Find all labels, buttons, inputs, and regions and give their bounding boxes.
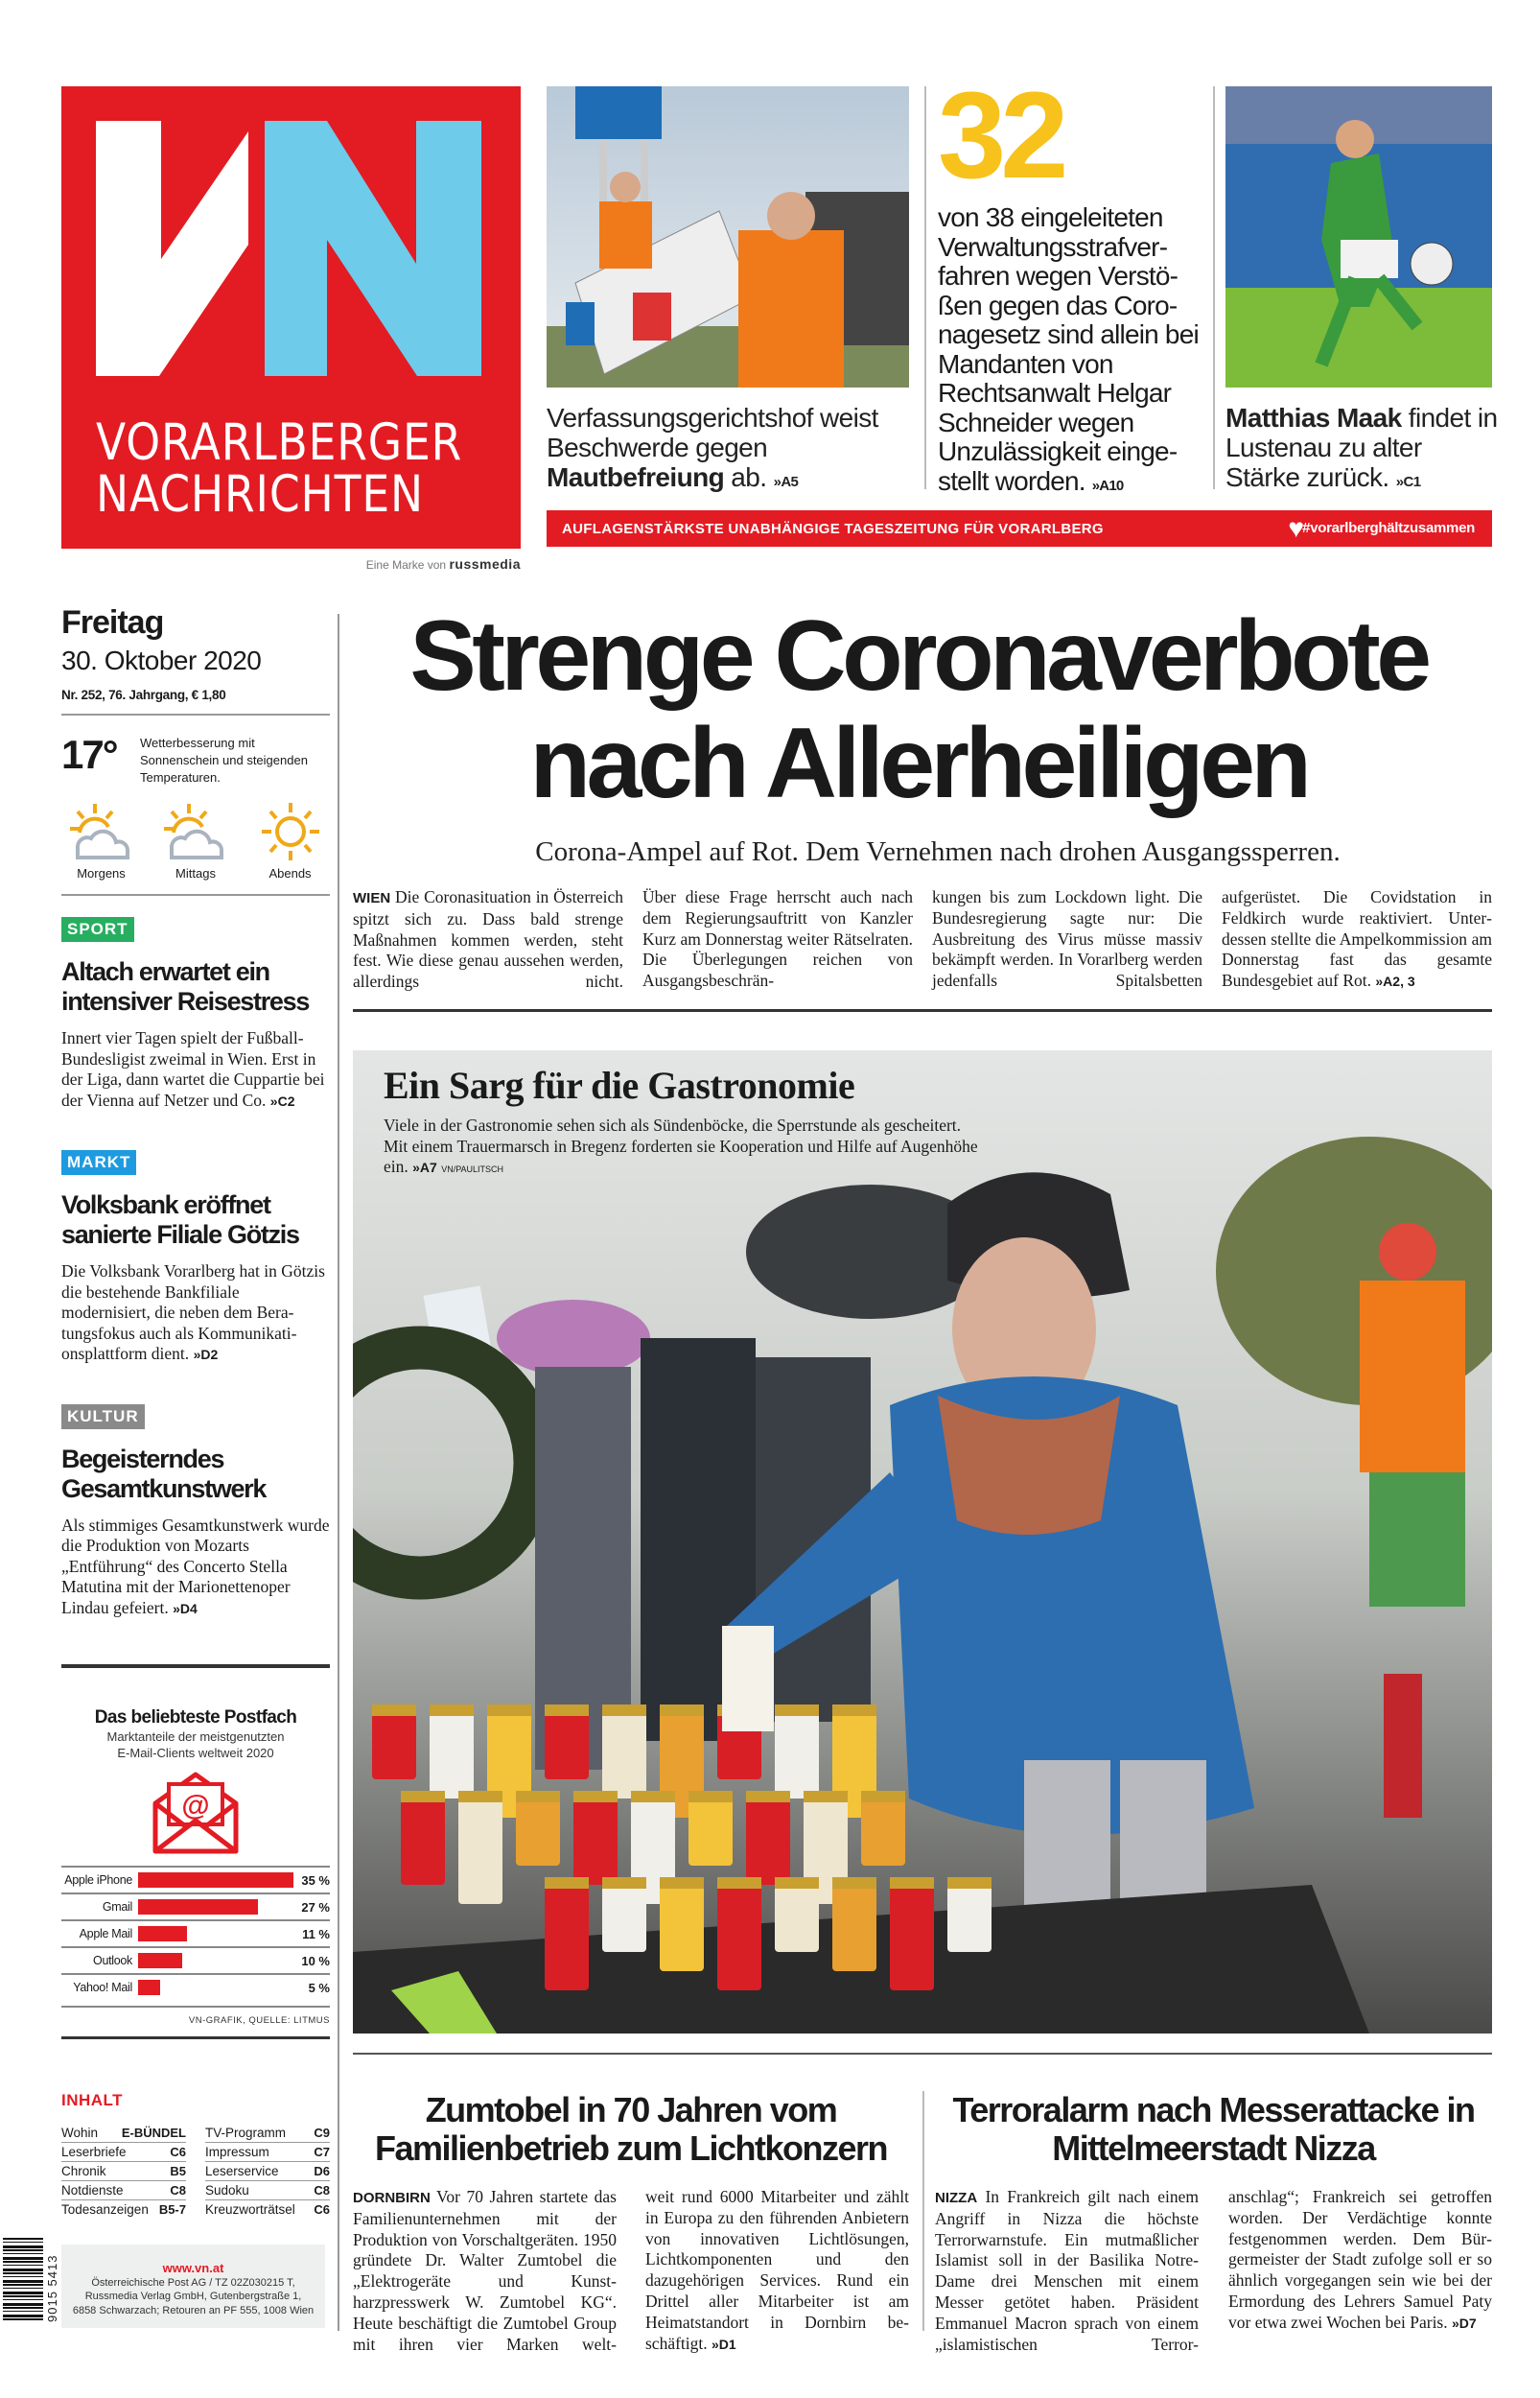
category-label: Apple Mail <box>79 1927 132 1940</box>
contents-label: Impressum <box>205 2145 269 2159</box>
bar-track <box>138 1899 293 1915</box>
candle-lid <box>602 1877 646 1889</box>
chart-source: VN-GRAFIK, QUELLE: LITMUS <box>61 2006 330 2026</box>
chart-title: Das beliebteste Postfach <box>94 1707 297 1728</box>
teaser-text: Verfassungsgerichtshof weist Beschwerde gegen <box>547 403 878 462</box>
weather <box>61 732 330 787</box>
forecast-morgens <box>65 802 137 881</box>
candle-lid <box>775 1877 819 1889</box>
candle <box>516 1798 560 1866</box>
candle <box>660 1885 704 1971</box>
candle <box>861 1798 905 1866</box>
article-headline[interactable]: Zumtobel in 70 Jahren vom Familienbetrieb zum Lichtkonzern <box>374 2090 888 2168</box>
bar-track <box>138 1926 293 1941</box>
contents-label: Todesanzeigen <box>61 2202 149 2217</box>
column-text: Vor 70 Jahren startete das Familienunternehmen mit der Produktion von Vorschaltgeräten. 1950 gründete Dr. Walter Zumtobel die „Elektrogeräte und Kunstharzpresswerk W. Zumtobel KG“. Heute beschäftigt die Zumtobel Group mit ihren vier Marken welt- <box>353 2187 617 2354</box>
candle-lid <box>602 1704 646 1716</box>
candle-lid <box>430 1704 474 1716</box>
slogan-banner <box>547 510 1492 547</box>
article-column <box>353 887 623 993</box>
candle <box>430 1712 474 1798</box>
column-text: kungen bis zum Lockdown light. Die Bundesregierung sagte nur: Die Ausbreitung des Virus müsse massiv bekämpft werden. In Vorarlberg werden jedenfalls Spitalsbetten <box>932 887 1202 991</box>
logo-name-line1: VORARLBERGER <box>96 413 463 472</box>
teaser-text: findet in Lustenau zu alter Stärke zurück. <box>1225 403 1498 492</box>
contents-page: E-BÜNDEL <box>121 2126 186 2140</box>
page-ref[interactable]: »D4 <box>173 1600 198 1616</box>
contents-label: TV-Programm <box>205 2126 287 2140</box>
side-story-sport[interactable] <box>61 917 330 1112</box>
website-link[interactable]: www.vn.at <box>162 2261 224 2275</box>
weekday: Freitag <box>61 604 164 641</box>
imprint-line: Russmedia Verlag GmbH, Gutenbergstraße 1, <box>84 2291 302 2302</box>
side-body: Innert vier Tagen spielt der Fußball-Bundesligist zweimal in Wien. Erst in der Liga, dann wartet die Cuppartie bei der Vienna auf Netzer und Co. <box>61 1028 325 1110</box>
dateline: DORNBIRN <box>353 2190 431 2206</box>
chart-row <box>61 1946 330 1973</box>
email-at-icon <box>61 1769 330 1860</box>
teaser-bold: Mautbefreiung <box>547 462 725 492</box>
category-label: Gmail <box>102 1900 132 1914</box>
forecast-abends <box>254 802 326 881</box>
forecast-label: Abends <box>268 866 312 881</box>
toll-sign-photo[interactable] <box>547 86 909 388</box>
candle-lid <box>746 1791 790 1802</box>
candle-lid <box>861 1791 905 1802</box>
contents-item[interactable] <box>61 2162 186 2181</box>
article-column <box>935 2187 1199 2355</box>
bar <box>138 1926 187 1941</box>
chart-subtitle: Marktanteile der meistgenutzten E-Mail-Clients weltweit 2020 <box>106 1729 285 1760</box>
candle <box>602 1712 646 1798</box>
chart-row <box>61 1866 330 1893</box>
side-headline: Volksbank eröffnet sanierte Filiale Götzis <box>61 1190 299 1249</box>
contents-item[interactable] <box>61 2200 186 2219</box>
contents-item[interactable] <box>205 2181 330 2200</box>
divider <box>61 2036 330 2039</box>
bar <box>138 1899 258 1915</box>
side-body: Als stimmiges Gesamtkunstwerk wurde die Produktion von Mozarts „Entführung“ des Concerto Stella Matutina mit der Marionettenoper Lindau gefeiert. <box>61 1515 330 1617</box>
sun-icon <box>257 802 324 861</box>
candle <box>775 1712 819 1798</box>
contents-label: Leserservice <box>205 2164 279 2178</box>
vn-logo[interactable] <box>61 86 521 549</box>
teaser-maak[interactable] <box>1225 403 1499 497</box>
side-headline: Altach erwartet ein intensiver Reisestress <box>61 957 310 1016</box>
candle-lid <box>660 1704 704 1716</box>
photo-caption <box>384 1116 978 1181</box>
candle-lid <box>717 1877 761 1889</box>
imprint-box <box>61 2245 325 2328</box>
candle <box>545 1712 589 1779</box>
page-ref[interactable]: »C1 <box>1395 474 1421 490</box>
contents-page: B5-7 <box>158 2202 186 2217</box>
candle <box>401 1798 445 1885</box>
candle-lid <box>487 1704 531 1716</box>
contents-page: C9 <box>314 2126 330 2140</box>
divider <box>353 1009 1492 1012</box>
contents-page: C6 <box>170 2145 186 2159</box>
section-tag: SPORT <box>61 917 134 942</box>
candle-lid <box>660 1877 704 1889</box>
headline-line: Strenge Coronaverbote <box>409 600 1428 712</box>
page-ref[interactable]: »C2 <box>269 1093 295 1109</box>
column-text: In Frankreich gilt nach einem Angriff in Nizza die höchste Terrorwarnstufe. Ein mutmaßlicher Islamist soll in der Basilika Notre-Dame drei Menschen mit einem Messer getötet haben. Präsident Emmanuel Macron sprach von einem „islamistischen Terror- <box>935 2187 1199 2354</box>
candle <box>602 1885 646 1952</box>
candle-lid <box>947 1877 992 1889</box>
weather-text: Wetterbesserung mit Sonnenschein und steigenden Temperaturen. <box>140 736 308 785</box>
candle-lid <box>832 1704 876 1716</box>
contents-label: Kreuzworträtsel <box>205 2202 295 2217</box>
article-column <box>642 887 913 993</box>
russmedia-logo: russmedia <box>449 556 521 572</box>
contents-page: C7 <box>314 2145 330 2159</box>
category-label: Yahoo! Mail <box>73 1981 132 1994</box>
candle-lid <box>401 1791 445 1802</box>
email-client-chart <box>61 1707 330 2026</box>
divider <box>61 894 330 896</box>
article-column <box>353 2187 617 2355</box>
bar <box>138 1980 160 1995</box>
teaser-bold: Matthias Maak <box>1225 403 1402 433</box>
zumtobel-article <box>353 2091 909 2355</box>
photo-headline[interactable]: Ein Sarg für die Gastronomie <box>384 1064 855 1107</box>
page-ref[interactable]: »D2 <box>193 1347 219 1362</box>
candle <box>890 1885 934 1990</box>
page-ref[interactable]: »A2, 3 <box>1375 974 1415 990</box>
side-body: Die Volksbank Vorarlberg hat in Götzis die bestehende Bankfiliale modernisiert, die neben dem Beratungsfokus auch als Kommunikationsplattform dient. <box>61 1261 325 1363</box>
article-headline[interactable]: Terroralarm nach Messerattacke in Mittelmeerstadt Nizza <box>952 2090 1475 2168</box>
divider <box>353 2053 1492 2055</box>
candle-lid <box>804 1791 848 1802</box>
nizza-article <box>935 2091 1492 2355</box>
teaser-number[interactable] <box>938 203 1206 501</box>
contents-item[interactable] <box>205 2200 330 2219</box>
column-text: anschlag“; Frankreich sei getroffen worden. Der Verdächtige konnte festgenommen werden. Dem Bürgermeister der Stadt zufolge soll er so ähnlich vorgegangen sein wie bei der Ermordung des Lehrers Samuel Paty vor etwa zwei Wochen bei Paris. <box>1228 2187 1492 2332</box>
contents-page: C6 <box>314 2202 330 2217</box>
dateline: NIZZA <box>935 2190 978 2206</box>
caption-text: Viele in der Gastronomie sehen sich als Sündenböcke, die Sperrstunde als gescheitert. Mit einem Trauermarsch in Bregenz forderten sie Kooperation und Hilfe auf Augenhöhe ein. <box>384 1116 978 1176</box>
candle-lid <box>832 1877 876 1889</box>
forecast-label: Mittags <box>175 866 216 881</box>
column-text: Über diese Frage herrscht auch nach dem Regierungsauftritt von Kanzler Kurz am Donnerstag weiter Rätselraten. Die Überlegungen reichen von Ausgangsbeschrän- <box>642 887 913 991</box>
photo-credit: VN/PAULITSCH <box>441 1164 504 1174</box>
candle <box>545 1885 589 1990</box>
side-headline: Begeisterndes Gesamtkunstwerk <box>61 1444 267 1503</box>
column-divider <box>1213 86 1215 489</box>
candle-lid <box>631 1791 675 1802</box>
page-ref[interactable]: »A10 <box>1091 477 1124 494</box>
bar <box>138 1872 293 1888</box>
dateline: WIEN <box>353 890 391 906</box>
divider <box>61 714 330 716</box>
contents-item[interactable] <box>205 2124 330 2143</box>
value-label: 5 % <box>308 1980 330 1995</box>
bar-track <box>138 1872 293 1888</box>
page-ref[interactable]: »D1 <box>712 2336 736 2352</box>
page-ref[interactable]: »D7 <box>1452 2315 1477 2331</box>
candle <box>573 1798 618 1885</box>
section-tag: KULTUR <box>61 1404 145 1429</box>
lead-headline[interactable] <box>345 602 1492 817</box>
forecast-label: Morgens <box>77 866 126 881</box>
candle <box>717 1885 761 1990</box>
side-story-markt[interactable] <box>61 1150 330 1366</box>
divider <box>61 1664 330 1668</box>
column-text: weit rund 6000 Mitarbeiter und zählt in Europa zu den führenden Anbietern von innovativen Lichtlösungen, Lichtkomponenten und den dazugehörigen Services. Rund ein Drittel aller Mitarbeiter ist am Heimatstandort in Dornbirn beschäftigt. <box>645 2187 909 2353</box>
candle-lid <box>545 1877 589 1889</box>
article-column <box>932 887 1202 993</box>
teaser-text: ab. <box>724 462 774 492</box>
heart-icon: ♥ <box>1288 513 1304 543</box>
candle-lid <box>688 1791 733 1802</box>
forecast-mittags <box>160 802 232 881</box>
contents-label: Notdienste <box>61 2183 124 2198</box>
temperature: 17° <box>61 732 117 777</box>
bar-track <box>138 1980 293 1995</box>
page-ref[interactable]: »A7 <box>412 1160 437 1175</box>
imprint-line: 6858 Schwarzach; Retouren an PF 555, 1008 Wien <box>72 2304 315 2316</box>
candle-lid <box>573 1791 618 1802</box>
logo-name-line2: NACHRICHTEN <box>96 465 424 524</box>
article-column <box>645 2187 909 2355</box>
imprint-line: Österreichische Post AG / TZ 02Z030215 T, <box>91 2276 295 2289</box>
candle-lid <box>458 1791 502 1802</box>
candle-lid <box>545 1704 589 1716</box>
candle-protest-photo[interactable] <box>353 1050 1492 2034</box>
candle <box>372 1712 416 1779</box>
chart-row <box>61 1919 330 1946</box>
weather-forecast <box>61 802 330 881</box>
big-number: 32 <box>938 67 1063 204</box>
candle <box>722 1626 774 1731</box>
contents-item[interactable] <box>61 2143 186 2162</box>
table-of-contents <box>61 2091 330 2219</box>
issue-date: 30. Oktober 2020 <box>61 646 262 675</box>
section-tag: MARKT <box>61 1150 136 1175</box>
column-text: Die Coronasituation in Österreich spitzt sich zu. Dass bald strenge Maßnahmen kommen werden, steht fest. Wie diese genau aussehen werden, allerdings nicht. <box>353 887 624 992</box>
teaser-text: von 38 eingeleiteten Verwaltungsstrafverfahren wegen Verstößen gegen das Coronagesetz sind allein bei Mandanten von Rechtsanwalt Helgar Schneider wegen Unzulässigkeit eingestellt worden. <box>938 202 1199 496</box>
candle <box>458 1798 502 1904</box>
teaser-toll[interactable] <box>547 403 911 497</box>
sun-cloud-icon <box>162 802 229 861</box>
contents-label: Sudoku <box>205 2183 249 2198</box>
lead-subtitle: Corona-Ampel auf Rot. Dem Vernehmen nach drohen Ausgangssperren. <box>535 836 1341 867</box>
category-label: Apple iPhone <box>64 1873 132 1887</box>
slogan-text: AUFLAGENSTÄRKSTE UNABHÄNGIGE TAGESZEITUNG FÜR VORARLBERG <box>562 521 1104 537</box>
side-story-kultur[interactable] <box>61 1404 330 1620</box>
chart-row <box>61 1893 330 1919</box>
chart-row <box>61 1973 330 2000</box>
candle-lid <box>775 1704 819 1716</box>
barcode-number: 9015 5413 <box>45 2254 59 2322</box>
candle <box>746 1798 790 1885</box>
brand-prefix: Eine Marke von <box>365 558 447 572</box>
candle <box>775 1885 819 1952</box>
candle <box>947 1885 992 1952</box>
article-column <box>1228 2187 1492 2355</box>
article-column <box>1222 887 1492 993</box>
value-label: 10 % <box>301 1953 330 1968</box>
candle-lid <box>890 1877 934 1889</box>
bar-track <box>138 1953 293 1968</box>
contents-label: Chronik <box>61 2164 106 2178</box>
lead-article <box>353 887 1492 993</box>
football-photo[interactable] <box>1225 86 1492 388</box>
candle <box>832 1885 876 1971</box>
contents-page: C8 <box>314 2183 330 2198</box>
contents-item[interactable] <box>61 2181 186 2200</box>
column-divider <box>922 2091 924 2331</box>
contents-label: Leserbriefe <box>61 2145 127 2159</box>
hashtag[interactable]: #vorarlberghältzusammen <box>1302 520 1475 536</box>
issue-number: Nr. 252, 76. Jahrgang, € 1,80 <box>61 688 226 702</box>
left-column <box>61 604 330 1619</box>
contents-item[interactable] <box>61 2124 186 2143</box>
candle-lid <box>516 1791 560 1802</box>
value-label: 27 % <box>301 1899 330 1915</box>
candle <box>688 1798 733 1866</box>
value-label: 11 % <box>302 1926 330 1941</box>
sun-cloud-icon <box>68 802 135 861</box>
column-text: aufgerüstet. Die Covidstation in Feldkirch wurde reaktiviert. Unterdessen stellte die Ampelkommission am Donnerstag fast das gesamte Bundesgebiet auf Rot. <box>1222 887 1492 991</box>
candle-lid <box>372 1704 416 1716</box>
column-divider <box>924 86 926 489</box>
svg-text:@: @ <box>181 1790 210 1822</box>
page-ref[interactable]: »A5 <box>773 474 799 490</box>
headline-line: nach Allerheiligen <box>529 708 1308 819</box>
contents-page: C8 <box>170 2183 186 2198</box>
left-column-divider <box>338 614 339 2331</box>
contents-label: Wohin <box>61 2126 99 2140</box>
contents-item[interactable] <box>205 2143 330 2162</box>
bar <box>138 1953 182 1968</box>
contents-item[interactable] <box>205 2162 330 2181</box>
contents-page: B5 <box>170 2164 186 2178</box>
contents-title: INHALT <box>61 2091 124 2109</box>
brand-line <box>288 556 521 572</box>
barcode <box>3 2238 43 2322</box>
contents-page: D6 <box>314 2164 330 2178</box>
category-label: Outlook <box>93 1954 132 1967</box>
value-label: 35 % <box>301 1872 330 1888</box>
